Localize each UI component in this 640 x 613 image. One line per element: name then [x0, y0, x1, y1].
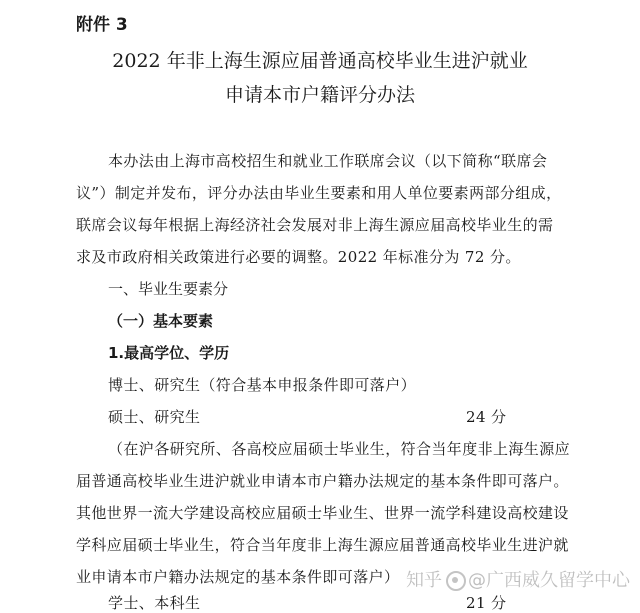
watermark	[406, 566, 630, 592]
master-note-line: 其他世界一流大学建设高校应届硕士毕业生、世界一流学科建设高校建设	[76, 504, 569, 522]
intro-line: 议”）制定并发布，评分办法由毕业生要素和用人单位要素两部分组成，	[76, 184, 562, 202]
bachelor-score: 21 分	[466, 594, 507, 612]
master-note-line: 届普通高校毕业生进沪就业申请本市户籍办法规定的基本条件即可落户。	[76, 472, 569, 490]
master-note-line: 学科应届硕士毕业生，符合当年度非上海生源应届普通高校毕业生进沪就	[76, 536, 569, 554]
item-heading: 1.最高学位、学历	[108, 344, 230, 362]
doctor-line: 博士、研究生（符合基本申报条件即可落户）	[108, 376, 417, 394]
intro-line: 求及市政府相关政策进行必要的调整。2022 年标准分为 72 分。	[76, 248, 521, 266]
attachment-label: 附件 3	[76, 15, 128, 35]
master-note-line: （在沪各研究所、各高校应届硕士毕业生，符合当年度非上海生源应	[108, 440, 571, 458]
account-icon	[446, 571, 466, 591]
master-label: 硕士、研究生	[108, 408, 201, 426]
master-score: 24 分	[466, 408, 507, 426]
document-title-line-2: 申请本市户籍评分办法	[224, 84, 415, 106]
watermark-brand: 知乎	[406, 570, 442, 591]
intro-line: 本办法由上海市高校招生和就业工作联席会议（以下简称“联席会	[108, 152, 548, 170]
subsection-heading: （一）基本要素	[108, 312, 214, 330]
intro-line: 联席会议每年根据上海经济社会发展对非上海生源应届高校毕业生的需	[76, 216, 554, 234]
watermark-account: @广西威久留学中心	[468, 570, 630, 591]
document-title-line-1: 2022 年非上海生源应届普通高校毕业生进沪就业	[112, 50, 528, 72]
bachelor-label: 学士、本科生	[108, 594, 201, 612]
master-note-line: 业申请本市户籍办法规定的基本条件即可落户）	[76, 568, 400, 586]
section-heading: 一、毕业生要素分	[108, 280, 229, 298]
